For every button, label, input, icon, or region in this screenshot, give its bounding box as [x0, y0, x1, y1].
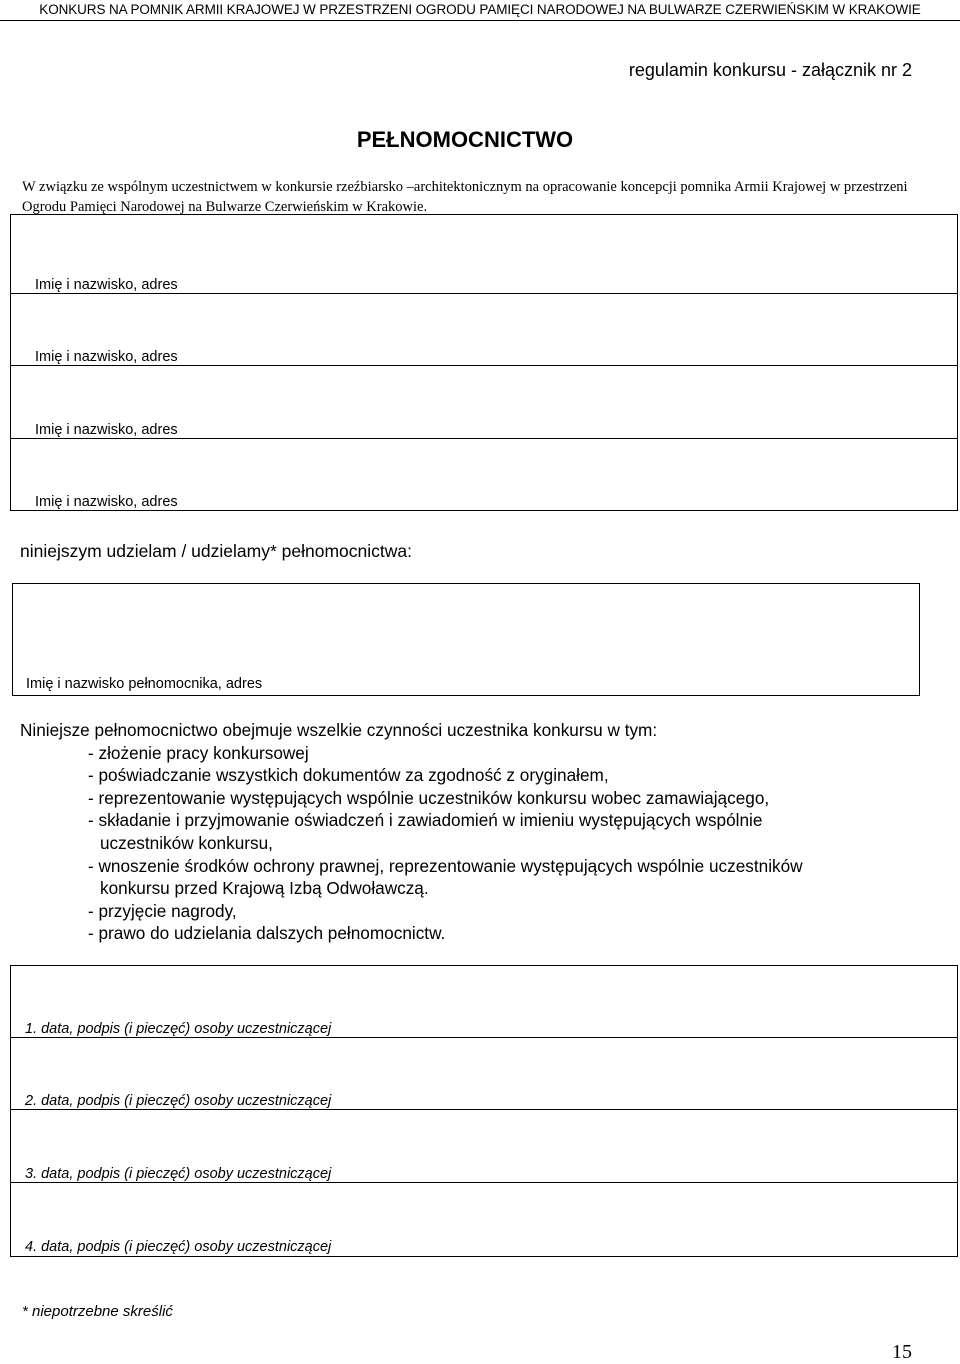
annex-label: regulamin konkursu - załącznik nr 2 — [628, 60, 912, 80]
signature-1-label: 1. data, podpis (i pieczęć) osoby uczestniczącej — [25, 1021, 332, 1037]
participant-2-line — [11, 365, 957, 366]
footnote: * niepotrzebne skreślić — [22, 1303, 173, 1320]
scope-section — [20, 719, 930, 945]
signature-2-label: 2. data, podpis (i pieczęć) osoby uczestniczącej — [25, 1093, 332, 1109]
participant-3-label: Imię i nazwisko, adres — [35, 422, 178, 438]
intro-paragraph: W związku ze wspólnym uczestnictwem w konkursie rzeźbiarsko –architektonicznym na opracowanie koncepcji pomnika Armii Krajowej w przestrzeni Ogrodu Pamięci Narodowej na Bulwarze Czerwieńskim w Krakowie. — [22, 179, 908, 215]
scope-item: - prawo do udzielania dalszych pełnomocnictw. — [88, 923, 446, 944]
participant-1-label: Imię i nazwisko, adres — [35, 277, 178, 293]
signature-4-label: 4. data, podpis (i pieczęć) osoby uczestniczącej — [25, 1239, 332, 1255]
attorney-box — [12, 583, 920, 696]
running-header: KONKURS NA POMNIK ARMII KRAJOWEJ W PRZESTRZENI OGRODU PAMIĘCI NARODOWEJ NA BULWARZE CZERWIEŃSKIM W KRAKOWIE — [0, 0, 960, 21]
participant-3-line — [11, 438, 957, 439]
signatures-box — [10, 965, 958, 1257]
scope-lead: Niniejsze pełnomocnictwo obejmuje wszelkie czynności uczestnika konkursu w tym: — [20, 720, 658, 740]
page-number: 15 — [892, 1341, 912, 1363]
document-title: PEŁNOMOCNICTWO — [356, 127, 574, 152]
scope-item: - reprezentowanie występujących wspólnie uczestników konkursu wobec zamawiającego, — [88, 787, 770, 808]
participants-box — [10, 214, 958, 511]
scope-item: - poświadczanie wszystkich dokumentów za zgodność z oryginałem, — [88, 765, 609, 786]
scope-item: - złożenie pracy konkursowej — [88, 742, 309, 763]
signature-1-line — [11, 1037, 957, 1038]
signature-2-line — [11, 1109, 957, 1110]
participant-1-line — [11, 293, 957, 294]
scope-item: - składanie i przyjmowanie oświadczeń i zawiadomień w imieniu występujących wspólnie uczestników konkursu, — [88, 810, 763, 853]
signature-3-label: 3. data, podpis (i pieczęć) osoby uczestniczącej — [25, 1166, 332, 1182]
scope-item: - wnoszenie środków ochrony prawnej, reprezentowanie występujących wspólnie uczestników konkursu przed Krajową Izbą Odwoławczą. — [88, 855, 803, 899]
signature-3-line — [11, 1182, 957, 1183]
participant-4-label: Imię i nazwisko, adres — [35, 494, 178, 510]
scope-item: - przyjęcie nagrody, — [88, 900, 237, 921]
scope-list — [20, 742, 930, 945]
participant-2-label: Imię i nazwisko, adres — [35, 349, 178, 365]
grant-statement: niniejszym udzielam / udzielamy* pełnomocnictwa: — [20, 541, 412, 561]
attorney-label: Imię i nazwisko pełnomocnika, adres — [26, 676, 263, 692]
